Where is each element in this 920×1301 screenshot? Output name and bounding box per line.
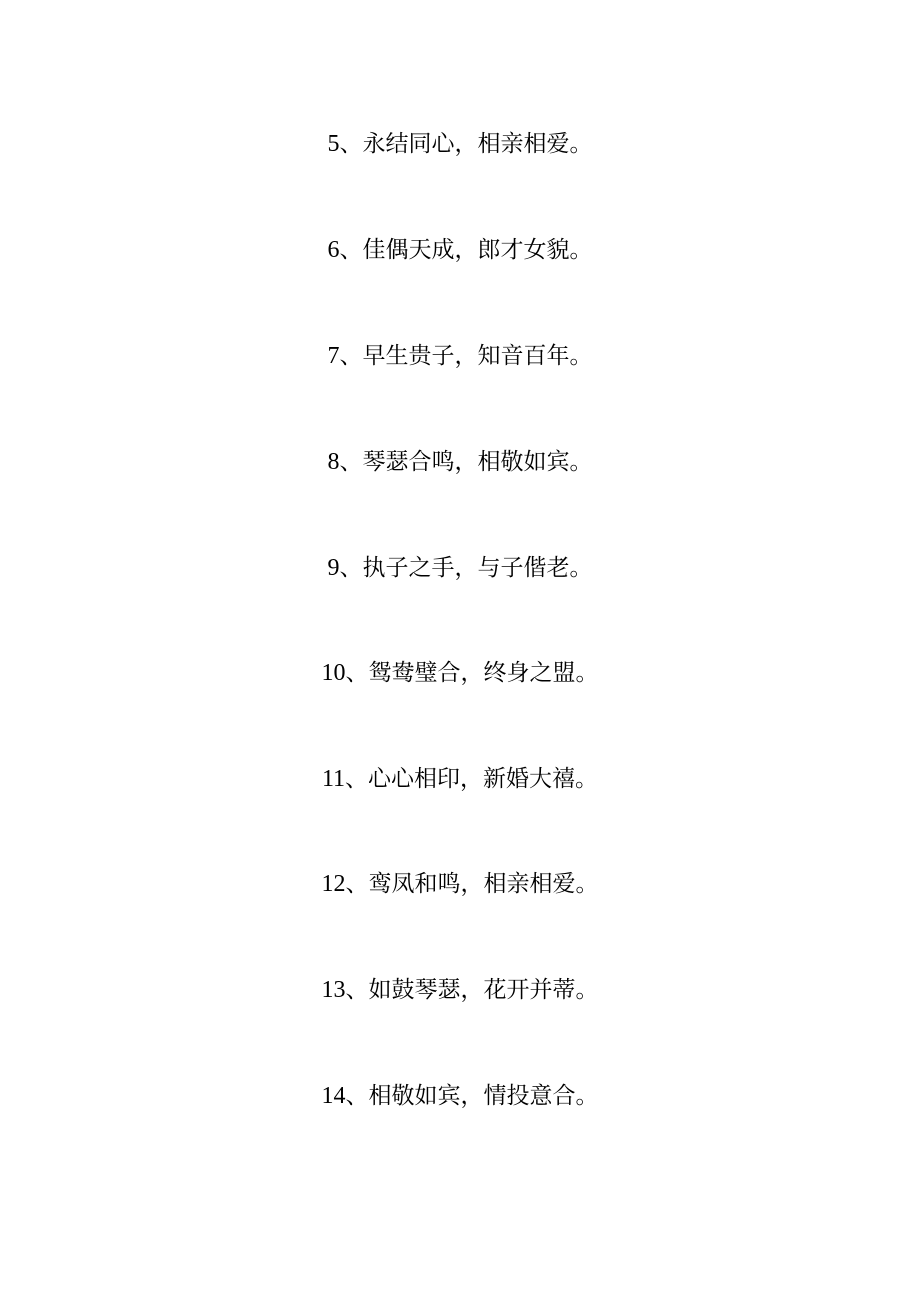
blessing-line xyxy=(0,656,920,690)
line-text: 相敬如宾，情投意合。 xyxy=(368,1083,599,1109)
blessing-line xyxy=(0,551,920,585)
line-text: 鸾凤和鸣，相亲相爱。 xyxy=(368,871,599,897)
line-separator: 、 xyxy=(345,871,369,897)
line-separator: 、 xyxy=(339,449,363,475)
line-text: 心心相印，新婚大禧。 xyxy=(368,766,599,792)
blessing-line xyxy=(0,233,920,267)
line-number: 11 xyxy=(321,766,346,792)
line-separator: 、 xyxy=(339,343,363,369)
line-number: 9 xyxy=(327,555,340,581)
line-text: 如鼓琴瑟，花开并蒂。 xyxy=(368,977,599,1003)
line-separator: 、 xyxy=(339,237,363,263)
line-text: 琴瑟合鸣，相敬如宾。 xyxy=(362,449,593,475)
line-separator: 、 xyxy=(345,766,369,792)
line-number: 8 xyxy=(327,449,340,475)
line-text: 佳偶天成，郎才女貌。 xyxy=(362,237,593,263)
line-text: 早生贵子，知音百年。 xyxy=(362,343,593,369)
blessing-line xyxy=(0,1079,920,1113)
line-number: 12 xyxy=(321,871,346,897)
line-number: 6 xyxy=(327,237,340,263)
line-separator: 、 xyxy=(345,977,369,1003)
line-number: 10 xyxy=(321,660,346,686)
line-text: 鸳鸯璧合，终身之盟。 xyxy=(368,660,599,686)
blessing-line xyxy=(0,762,920,796)
line-number: 7 xyxy=(327,343,340,369)
line-separator: 、 xyxy=(345,1083,369,1109)
line-number: 14 xyxy=(321,1083,346,1109)
line-separator: 、 xyxy=(339,555,363,581)
line-separator: 、 xyxy=(339,131,363,157)
blessing-line xyxy=(0,445,920,479)
line-text: 执子之手，与子偕老。 xyxy=(362,555,593,581)
line-number: 13 xyxy=(321,977,346,1003)
line-text: 永结同心，相亲相爱。 xyxy=(362,131,593,157)
blessing-line xyxy=(0,127,920,161)
line-separator: 、 xyxy=(345,660,369,686)
blessing-line xyxy=(0,973,920,1007)
blessing-line xyxy=(0,339,920,373)
line-number: 5 xyxy=(327,131,340,157)
blessing-line xyxy=(0,867,920,901)
